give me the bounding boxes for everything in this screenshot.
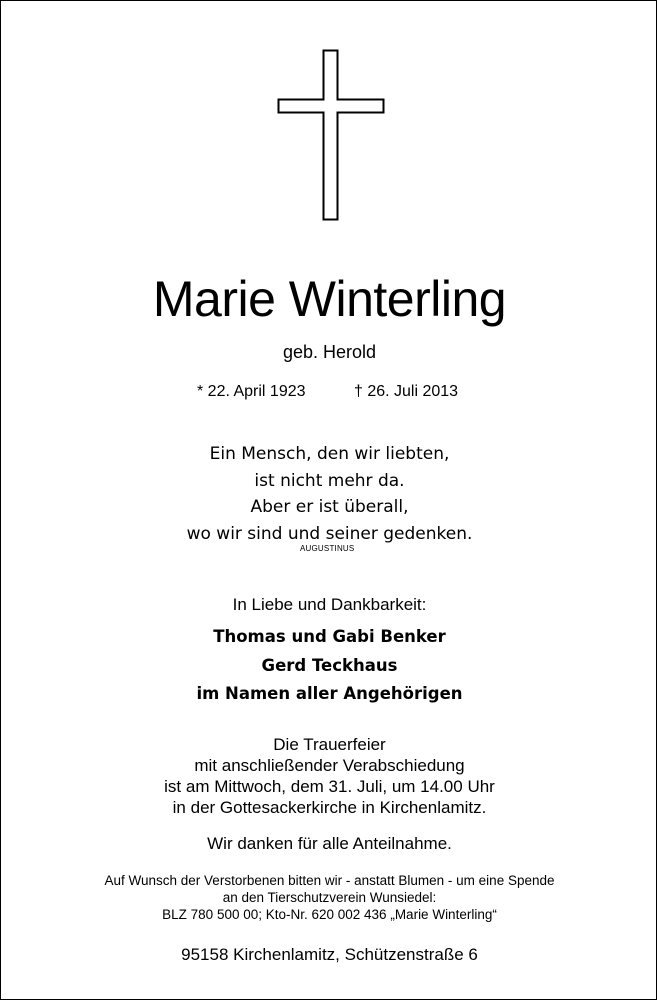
address: 95158 Kirchenlamitz, Schützenstraße 6 — [181, 945, 478, 964]
latin-cross-icon — [277, 49, 385, 221]
service-line: Die Trauerfeier — [273, 735, 386, 754]
mourner-name: im Namen aller Angehörigen — [196, 684, 463, 703]
service-line: ist am Mittwoch, dem 31. Juli, um 14.00 Uhr — [164, 777, 495, 796]
service-line: in der Gottesackerkirche in Kirchenlamitz. — [172, 798, 487, 817]
deceased-name: Marie Winterling — [152, 271, 507, 327]
poem-line: Ein Mensch, den wir liebten, — [209, 444, 450, 464]
poem-line: ist nicht mehr da. — [254, 470, 405, 491]
mourner-name: Thomas und Gabi Benker — [213, 627, 446, 646]
death-date: † 26. Juli 2013 — [354, 383, 459, 400]
mourners-list — [1, 623, 657, 709]
donation-request — [1, 872, 657, 923]
poem-line: wo wir sind und seiner gedenken. — [186, 523, 473, 544]
service-line: mit anschließender Verabschiedung — [194, 756, 465, 775]
funeral-service-info — [1, 734, 657, 818]
birth-date: * 22. April 1923 — [197, 383, 306, 400]
donation-line: BLZ 780 500 00; Kto-Nr. 620 002 436 „Marie Winterling“ — [162, 907, 497, 922]
thanks-text: Wir danken für alle Anteilnahme. — [207, 834, 452, 853]
poem-line: Aber er ist überall, — [250, 497, 409, 517]
donation-line: Auf Wunsch der Verstorbenen bitten wir - anstatt Blumen - um eine Spende — [104, 873, 555, 888]
maiden-name: geb. Herold — [282, 342, 377, 362]
poem-author: AUGUSTINUS — [300, 544, 355, 553]
mourner-name: Gerd Teckhaus — [261, 655, 398, 675]
mourners-intro: In Liebe und Dankbarkeit: — [232, 595, 427, 614]
donation-line: an den Tierschutzverein Wunsiedel: — [222, 890, 437, 905]
poem — [1, 441, 657, 547]
